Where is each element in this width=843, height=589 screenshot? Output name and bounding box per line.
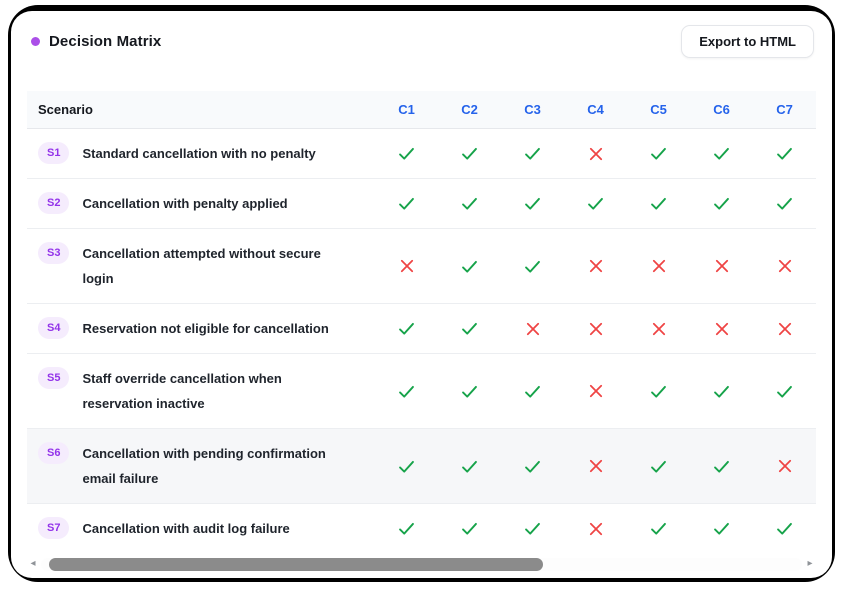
result-cell bbox=[564, 258, 627, 274]
result-cell bbox=[438, 144, 501, 163]
decision-matrix-table bbox=[27, 91, 816, 553]
cross-icon bbox=[714, 258, 730, 274]
result-cell bbox=[627, 519, 690, 538]
card-header bbox=[27, 23, 816, 59]
table-header-row bbox=[27, 91, 816, 129]
check-icon bbox=[649, 457, 668, 476]
result-cell bbox=[375, 382, 438, 401]
result-cell bbox=[753, 458, 816, 474]
result-cell bbox=[753, 519, 816, 538]
result-cell bbox=[627, 258, 690, 274]
result-cell bbox=[564, 458, 627, 474]
check-icon bbox=[712, 457, 731, 476]
scenario-badge: S5 bbox=[38, 367, 69, 389]
scenario-column-header: Scenario bbox=[38, 102, 93, 117]
result-cell bbox=[501, 144, 564, 163]
export-to-html-button[interactable]: Export to HTML bbox=[681, 25, 814, 58]
cross-icon bbox=[588, 521, 604, 537]
result-cell bbox=[627, 194, 690, 213]
cross-icon bbox=[651, 258, 667, 274]
cross-icon bbox=[525, 321, 541, 337]
table-row bbox=[27, 304, 816, 354]
result-cell bbox=[690, 194, 753, 213]
result-cell bbox=[501, 382, 564, 401]
check-icon bbox=[649, 194, 668, 213]
horizontal-scrollbar bbox=[27, 555, 816, 573]
result-cell bbox=[501, 321, 564, 337]
table-row bbox=[27, 504, 816, 553]
cross-icon bbox=[651, 321, 667, 337]
scenario-cell bbox=[27, 366, 375, 416]
result-cell bbox=[753, 382, 816, 401]
result-cell bbox=[564, 146, 627, 162]
scenario-cell bbox=[27, 316, 375, 341]
check-icon bbox=[523, 382, 542, 401]
check-icon bbox=[586, 194, 605, 213]
check-icon bbox=[649, 144, 668, 163]
result-cell bbox=[753, 194, 816, 213]
result-cell bbox=[501, 457, 564, 476]
result-cell bbox=[375, 258, 438, 274]
cross-icon bbox=[777, 258, 793, 274]
check-icon bbox=[775, 194, 794, 213]
result-cell bbox=[501, 194, 564, 213]
table-row bbox=[27, 354, 816, 429]
check-icon bbox=[712, 144, 731, 163]
check-icon bbox=[397, 194, 416, 213]
dot-icon bbox=[31, 37, 40, 46]
scenario-label: Standard cancellation with no penalty bbox=[82, 146, 316, 161]
check-icon bbox=[523, 144, 542, 163]
scroll-right-arrow-icon[interactable]: ▸ bbox=[807, 558, 813, 569]
check-icon bbox=[775, 144, 794, 163]
scenario-label: Staff override cancellation when reservation inactive bbox=[82, 371, 282, 411]
condition-column-header-c4: C4 bbox=[587, 102, 604, 117]
check-icon bbox=[775, 382, 794, 401]
condition-column-header-c6: C6 bbox=[713, 102, 730, 117]
cross-icon bbox=[588, 383, 604, 399]
condition-column-header-c1: C1 bbox=[398, 102, 415, 117]
result-cell bbox=[564, 321, 627, 337]
check-icon bbox=[397, 382, 416, 401]
result-cell bbox=[375, 457, 438, 476]
table-row bbox=[27, 179, 816, 229]
table-row bbox=[27, 429, 816, 504]
scenario-label: Reservation not eligible for cancellation bbox=[82, 321, 329, 336]
result-cell bbox=[690, 258, 753, 274]
cross-icon bbox=[777, 458, 793, 474]
scenario-badge: S7 bbox=[38, 517, 69, 539]
check-icon bbox=[523, 257, 542, 276]
result-cell bbox=[690, 457, 753, 476]
result-cell bbox=[627, 144, 690, 163]
scenario-badge: S6 bbox=[38, 442, 69, 464]
check-icon bbox=[712, 382, 731, 401]
decision-matrix-card bbox=[11, 11, 832, 578]
check-icon bbox=[397, 319, 416, 338]
result-cell bbox=[375, 144, 438, 163]
scenario-cell bbox=[27, 241, 375, 291]
scenario-label: Cancellation with pending confirmation email failure bbox=[82, 446, 326, 486]
result-cell bbox=[375, 319, 438, 338]
result-cell bbox=[690, 382, 753, 401]
check-icon bbox=[397, 457, 416, 476]
cross-icon bbox=[399, 258, 415, 274]
result-cell bbox=[438, 519, 501, 538]
result-cell bbox=[753, 144, 816, 163]
check-icon bbox=[712, 519, 731, 538]
scenario-cell bbox=[27, 191, 375, 216]
check-icon bbox=[523, 194, 542, 213]
check-icon bbox=[397, 519, 416, 538]
page-title: Decision Matrix bbox=[49, 32, 162, 50]
result-cell bbox=[627, 457, 690, 476]
cross-icon bbox=[588, 258, 604, 274]
result-cell bbox=[438, 457, 501, 476]
result-cell bbox=[375, 519, 438, 538]
result-cell bbox=[564, 521, 627, 537]
result-cell bbox=[501, 257, 564, 276]
check-icon bbox=[649, 519, 668, 538]
scrollbar-track[interactable] bbox=[41, 558, 802, 571]
scenario-label: Cancellation with penalty applied bbox=[82, 196, 288, 211]
result-cell bbox=[501, 519, 564, 538]
result-cell bbox=[564, 383, 627, 399]
check-icon bbox=[460, 519, 479, 538]
condition-column-header-c2: C2 bbox=[461, 102, 478, 117]
scenario-badge: S3 bbox=[38, 242, 69, 264]
check-icon bbox=[460, 319, 479, 338]
result-cell bbox=[438, 319, 501, 338]
check-icon bbox=[460, 144, 479, 163]
condition-column-header-c3: C3 bbox=[524, 102, 541, 117]
scenario-badge: S1 bbox=[38, 142, 69, 164]
cross-icon bbox=[588, 146, 604, 162]
check-icon bbox=[775, 519, 794, 538]
scenario-badge: S2 bbox=[38, 192, 69, 214]
result-cell bbox=[627, 321, 690, 337]
table-row bbox=[27, 229, 816, 304]
result-cell bbox=[753, 258, 816, 274]
table-body bbox=[27, 129, 816, 553]
result-cell bbox=[690, 519, 753, 538]
cross-icon bbox=[588, 321, 604, 337]
result-cell bbox=[375, 194, 438, 213]
condition-column-header-c5: C5 bbox=[650, 102, 667, 117]
check-icon bbox=[460, 382, 479, 401]
title-group bbox=[31, 33, 161, 50]
result-cell bbox=[627, 382, 690, 401]
condition-column-header-c7: C7 bbox=[776, 102, 793, 117]
scenario-cell bbox=[27, 441, 375, 491]
result-cell bbox=[564, 194, 627, 213]
cross-icon bbox=[588, 458, 604, 474]
result-cell bbox=[753, 321, 816, 337]
scenario-badge: S4 bbox=[38, 317, 69, 339]
check-icon bbox=[649, 382, 668, 401]
check-icon bbox=[523, 457, 542, 476]
check-icon bbox=[460, 257, 479, 276]
result-cell bbox=[438, 382, 501, 401]
scenario-label: Cancellation attempted without secure login bbox=[82, 246, 321, 286]
table-row bbox=[27, 129, 816, 179]
check-icon bbox=[460, 194, 479, 213]
cross-icon bbox=[714, 321, 730, 337]
check-icon bbox=[460, 457, 479, 476]
scenario-cell bbox=[27, 516, 375, 541]
result-cell bbox=[690, 144, 753, 163]
result-cell bbox=[438, 257, 501, 276]
check-icon bbox=[397, 144, 416, 163]
scrollbar-thumb[interactable] bbox=[49, 558, 544, 571]
scroll-left-arrow-icon[interactable]: ◂ bbox=[30, 558, 36, 569]
scenario-label: Cancellation with audit log failure bbox=[82, 521, 290, 536]
check-icon bbox=[712, 194, 731, 213]
check-icon bbox=[523, 519, 542, 538]
cross-icon bbox=[777, 321, 793, 337]
result-cell bbox=[438, 194, 501, 213]
result-cell bbox=[690, 321, 753, 337]
scenario-cell bbox=[27, 141, 375, 166]
